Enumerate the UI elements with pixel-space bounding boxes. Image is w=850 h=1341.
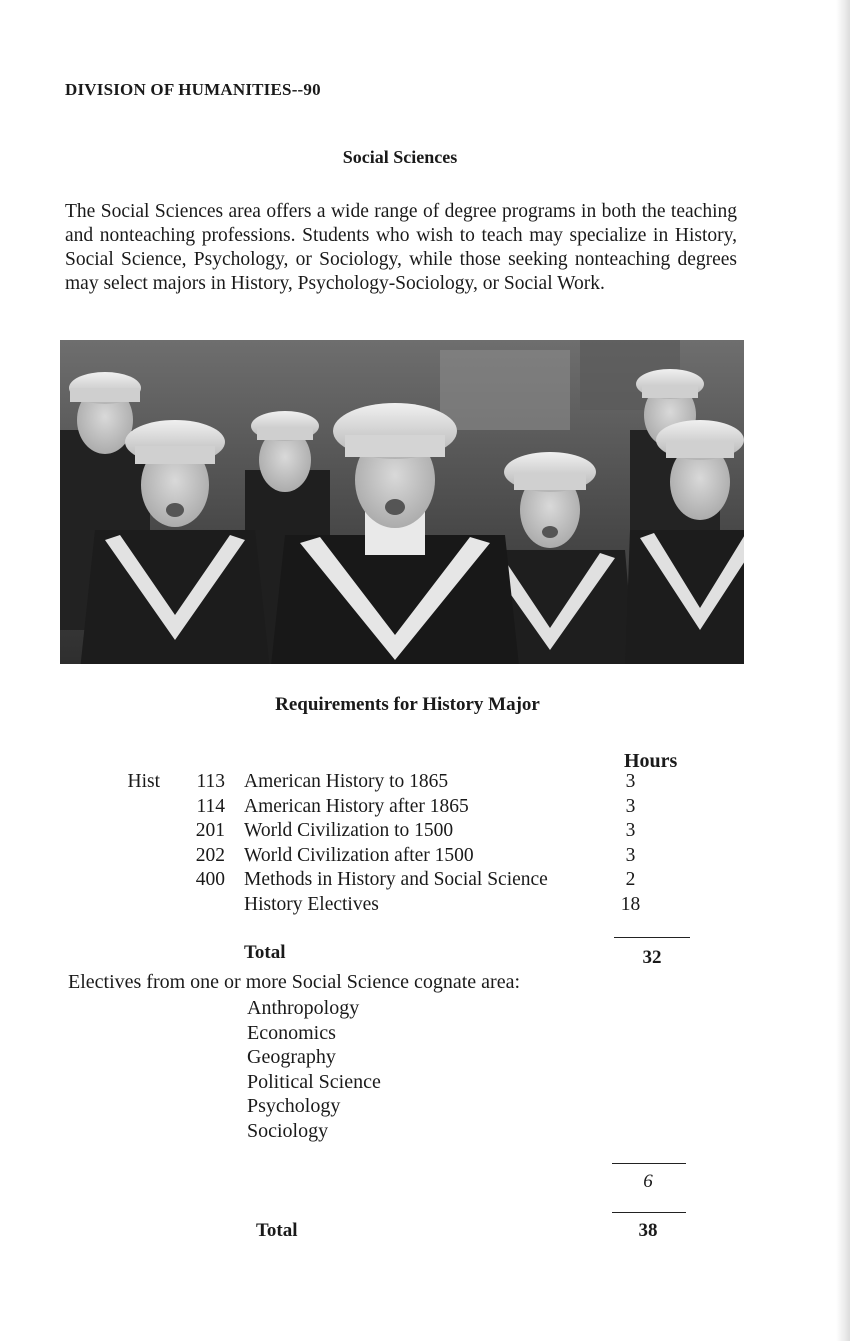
course-hours: 3 — [625, 844, 636, 866]
table-row — [60, 844, 658, 869]
course-title: Methods in History and Social Science — [244, 869, 548, 891]
course-hours: 18 — [620, 893, 641, 915]
electives-hours: 6 — [643, 1171, 653, 1192]
grand-total-hours: 38 — [638, 1220, 658, 1241]
electives-intro: Electives from one or more Social Science cognate area: — [68, 971, 521, 993]
course-number: 400 — [195, 869, 225, 891]
course-title: World Civilization to 1500 — [244, 820, 454, 842]
table-row — [60, 795, 658, 820]
course-title: History Electives — [244, 893, 379, 915]
band-photo-illustration — [60, 340, 744, 664]
course-dept — [60, 795, 160, 820]
course-dept — [60, 844, 160, 869]
course-dept — [60, 893, 160, 918]
course-dept: Hist — [127, 771, 160, 793]
major-total-hours: 32 — [642, 947, 662, 968]
course-number: 113 — [196, 771, 225, 793]
requirements-title: Requirements for History Major — [275, 694, 540, 715]
cognate-area-list — [247, 996, 381, 1144]
course-hours: 3 — [625, 795, 636, 817]
course-hours: 2 — [625, 869, 636, 891]
course-hours: 3 — [625, 771, 636, 793]
grand-total-rule — [612, 1212, 686, 1213]
course-dept — [60, 868, 160, 893]
list-item: Geography — [247, 1046, 336, 1069]
course-number: 202 — [195, 844, 225, 866]
table-row — [60, 770, 658, 795]
course-title: American History after 1865 — [244, 795, 469, 817]
major-total-label: Total — [244, 942, 286, 963]
list-item: Anthropology — [247, 997, 360, 1019]
table-row — [60, 819, 658, 844]
course-number: 201 — [195, 820, 225, 842]
list-item: Political Science — [247, 1070, 381, 1093]
section-title: Social Sciences — [342, 147, 458, 167]
list-item: Economics — [247, 1021, 336, 1044]
electives-rule — [612, 1163, 686, 1164]
table-row — [60, 893, 658, 918]
list-item: Psychology — [247, 1095, 341, 1118]
marching-band-photo — [60, 340, 744, 664]
course-dept — [60, 819, 160, 844]
course-title: American History to 1865 — [244, 771, 449, 793]
running-head: DIVISION OF HUMANITIES--90 — [65, 80, 321, 99]
history-course-table — [60, 770, 658, 917]
course-number — [160, 893, 225, 918]
course-hours: 3 — [625, 820, 636, 842]
subtotal-rule — [614, 937, 690, 938]
hours-column-header: Hours — [624, 750, 678, 772]
page-edge-shadow — [836, 0, 850, 1341]
list-item: Sociology — [247, 1119, 329, 1142]
course-number: 114 — [196, 795, 225, 817]
intro-paragraph: The Social Sciences area offers a wide range of degree programs in both the teaching and nonteaching professions. Students who wish to teach may specialize in History, Social Science, Psychology, or Sociology, while those seeking nonteaching degrees may select majors in History, Psychology-Sociology, or Social Work. — [65, 201, 737, 294]
grand-total-label: Total — [256, 1220, 298, 1241]
table-row — [60, 868, 658, 893]
course-title: World Civilization after 1500 — [244, 844, 474, 866]
